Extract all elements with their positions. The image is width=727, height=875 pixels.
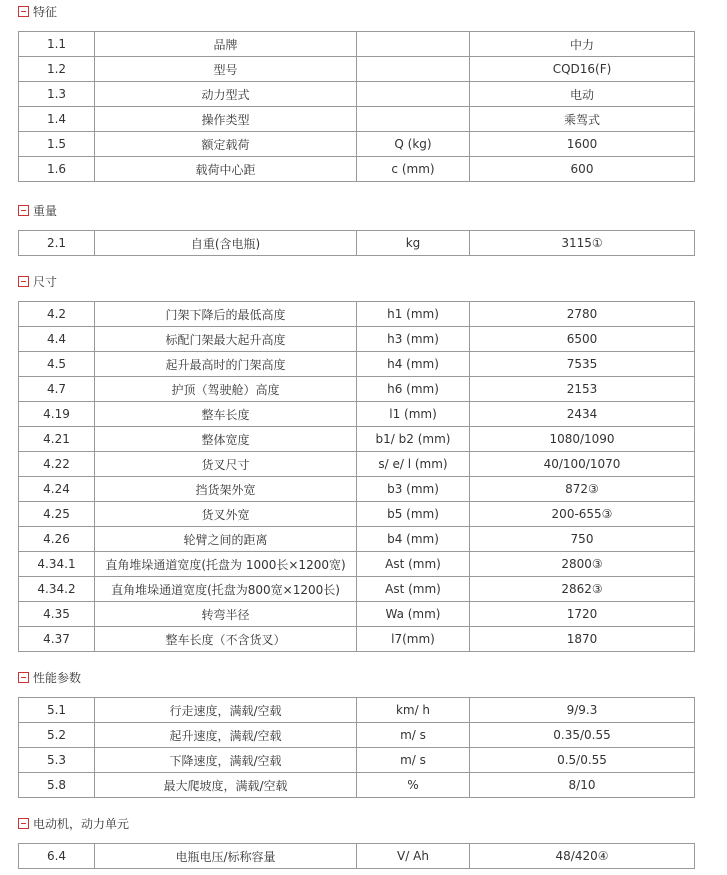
- section-header[interactable]: [18, 815, 129, 831]
- row-parameter: 整车长度: [95, 402, 357, 427]
- row-value: 1720: [470, 602, 695, 627]
- row-unit: Ast (mm): [357, 577, 470, 602]
- row-value: 1080/1090: [470, 427, 695, 452]
- row-unit: l7(mm): [357, 627, 470, 652]
- row-unit: b3 (mm): [357, 477, 470, 502]
- row-value: 1870: [470, 627, 695, 652]
- row-parameter: 品牌: [95, 32, 357, 57]
- row-parameter: 型号: [95, 57, 357, 82]
- row-code: 4.22: [19, 452, 95, 477]
- row-code: 1.4: [19, 107, 95, 132]
- row-value: 2862③: [470, 577, 695, 602]
- table-row: [19, 231, 695, 256]
- row-code: 5.2: [19, 723, 95, 748]
- row-unit: Q (kg): [357, 132, 470, 157]
- row-value: 2153: [470, 377, 695, 402]
- row-code: 1.3: [19, 82, 95, 107]
- row-value: CQD16(F): [470, 57, 695, 82]
- row-parameter: 载荷中心距: [95, 157, 357, 182]
- collapse-minus-icon[interactable]: [18, 6, 29, 17]
- row-value: 9/9.3: [470, 698, 695, 723]
- row-code: 4.34.2: [19, 577, 95, 602]
- section-header[interactable]: [18, 202, 57, 218]
- row-value: 0.5/0.55: [470, 748, 695, 773]
- section-title: 性能参数: [33, 670, 82, 685]
- table-row: [19, 132, 695, 157]
- row-parameter: 整体宽度: [95, 427, 357, 452]
- row-unit: b4 (mm): [357, 527, 470, 552]
- table-row: [19, 527, 695, 552]
- row-parameter: 门架下降后的最低高度: [95, 302, 357, 327]
- row-parameter: 轮臂之间的距离: [95, 527, 357, 552]
- row-value: 8/10: [470, 773, 695, 798]
- row-code: 5.8: [19, 773, 95, 798]
- row-code: 4.4: [19, 327, 95, 352]
- row-value: 750: [470, 527, 695, 552]
- row-unit: s/ e/ l (mm): [357, 452, 470, 477]
- row-parameter: 最大爬坡度，满载/空载: [95, 773, 357, 798]
- section-title: 电动机，动力单元: [33, 816, 130, 831]
- row-parameter: 行走速度，满载/空载: [95, 698, 357, 723]
- row-value: 1600: [470, 132, 695, 157]
- spec-table: [18, 301, 695, 652]
- row-parameter: 自重(含电瓶): [95, 231, 357, 256]
- row-parameter: 动力型式: [95, 82, 357, 107]
- row-parameter: 标配门架最大起升高度: [95, 327, 357, 352]
- row-unit: h3 (mm): [357, 327, 470, 352]
- row-parameter: 操作类型: [95, 107, 357, 132]
- row-code: 2.1: [19, 231, 95, 256]
- row-unit: %: [357, 773, 470, 798]
- collapse-minus-icon[interactable]: [18, 672, 29, 683]
- row-value: 7535: [470, 352, 695, 377]
- row-code: 4.24: [19, 477, 95, 502]
- table-row: [19, 352, 695, 377]
- table-row: [19, 107, 695, 132]
- spec-table: [18, 230, 695, 256]
- row-code: 4.37: [19, 627, 95, 652]
- row-parameter: 货叉尺寸: [95, 452, 357, 477]
- row-code: 4.5: [19, 352, 95, 377]
- section-header[interactable]: [18, 3, 57, 19]
- row-code: 4.21: [19, 427, 95, 452]
- spec-table: [18, 843, 695, 869]
- row-value: 200-655③: [470, 502, 695, 527]
- row-value: 600: [470, 157, 695, 182]
- table-row: [19, 748, 695, 773]
- row-unit: c (mm): [357, 157, 470, 182]
- table-row: [19, 577, 695, 602]
- section-title: 重量: [33, 203, 58, 218]
- row-parameter: 货叉外宽: [95, 502, 357, 527]
- row-code: 4.34.1: [19, 552, 95, 577]
- table-row: [19, 773, 695, 798]
- row-parameter: 护顶（驾驶舱）高度: [95, 377, 357, 402]
- row-value: 2780: [470, 302, 695, 327]
- row-value: 电动: [470, 82, 695, 107]
- table-row: [19, 602, 695, 627]
- row-unit: l1 (mm): [357, 402, 470, 427]
- table-row: [19, 698, 695, 723]
- row-unit: [357, 57, 470, 82]
- table-row: [19, 427, 695, 452]
- row-unit: h6 (mm): [357, 377, 470, 402]
- row-unit: [357, 82, 470, 107]
- row-code: 4.19: [19, 402, 95, 427]
- row-parameter: 转弯半径: [95, 602, 357, 627]
- table-row: [19, 57, 695, 82]
- row-parameter: 电瓶电压/标称容量: [95, 844, 357, 869]
- row-unit: b5 (mm): [357, 502, 470, 527]
- row-unit: h1 (mm): [357, 302, 470, 327]
- row-parameter: 额定载荷: [95, 132, 357, 157]
- row-parameter: 挡货架外宽: [95, 477, 357, 502]
- table-row: [19, 82, 695, 107]
- row-unit: km/ h: [357, 698, 470, 723]
- row-parameter: 起升速度，满载/空载: [95, 723, 357, 748]
- table-row: [19, 502, 695, 527]
- row-value: 6500: [470, 327, 695, 352]
- row-value: 872③: [470, 477, 695, 502]
- table-row: [19, 157, 695, 182]
- row-value: 2434: [470, 402, 695, 427]
- row-parameter: 下降速度，满载/空载: [95, 748, 357, 773]
- section-title: 特征: [33, 4, 58, 19]
- row-code: 4.35: [19, 602, 95, 627]
- row-value: 3115①: [470, 231, 695, 256]
- row-unit: [357, 107, 470, 132]
- row-code: 1.5: [19, 132, 95, 157]
- row-code: 4.2: [19, 302, 95, 327]
- table-row: [19, 723, 695, 748]
- section-header[interactable]: [18, 669, 81, 685]
- row-code: 1.6: [19, 157, 95, 182]
- collapse-minus-icon[interactable]: [18, 276, 29, 287]
- row-code: 1.2: [19, 57, 95, 82]
- row-value: 0.35/0.55: [470, 723, 695, 748]
- row-code: 5.1: [19, 698, 95, 723]
- row-value: 48/420④: [470, 844, 695, 869]
- section-title: 尺寸: [33, 274, 58, 289]
- row-unit: h4 (mm): [357, 352, 470, 377]
- table-row: [19, 327, 695, 352]
- row-unit: Wa (mm): [357, 602, 470, 627]
- row-parameter: 直角堆垛通道宽度(托盘为800宽×1200长): [95, 577, 357, 602]
- row-code: 4.26: [19, 527, 95, 552]
- spec-table: [18, 697, 695, 798]
- row-unit: Ast (mm): [357, 552, 470, 577]
- row-unit: kg: [357, 231, 470, 256]
- row-parameter: 起升最高时的门架高度: [95, 352, 357, 377]
- row-code: 4.7: [19, 377, 95, 402]
- row-unit: V/ Ah: [357, 844, 470, 869]
- row-value: 乘驾式: [470, 107, 695, 132]
- table-row: [19, 477, 695, 502]
- row-unit: [357, 32, 470, 57]
- spec-table: [18, 31, 695, 182]
- row-value: 2800③: [470, 552, 695, 577]
- table-row: [19, 402, 695, 427]
- row-code: 5.3: [19, 748, 95, 773]
- table-row: [19, 302, 695, 327]
- row-unit: b1/ b2 (mm): [357, 427, 470, 452]
- row-value: 40/100/1070: [470, 452, 695, 477]
- table-row: [19, 32, 695, 57]
- collapse-minus-icon[interactable]: [18, 818, 29, 829]
- table-row: [19, 844, 695, 869]
- table-row: [19, 552, 695, 577]
- row-value: 中力: [470, 32, 695, 57]
- collapse-minus-icon[interactable]: [18, 205, 29, 216]
- table-row: [19, 627, 695, 652]
- table-row: [19, 377, 695, 402]
- row-parameter: 整车长度（不含货叉）: [95, 627, 357, 652]
- row-code: 6.4: [19, 844, 95, 869]
- row-unit: m/ s: [357, 748, 470, 773]
- table-row: [19, 452, 695, 477]
- section-header[interactable]: [18, 273, 57, 289]
- row-unit: m/ s: [357, 723, 470, 748]
- row-code: 4.25: [19, 502, 95, 527]
- row-parameter: 直角堆垛通道宽度(托盘为 1000长×1200宽): [95, 552, 357, 577]
- row-code: 1.1: [19, 32, 95, 57]
